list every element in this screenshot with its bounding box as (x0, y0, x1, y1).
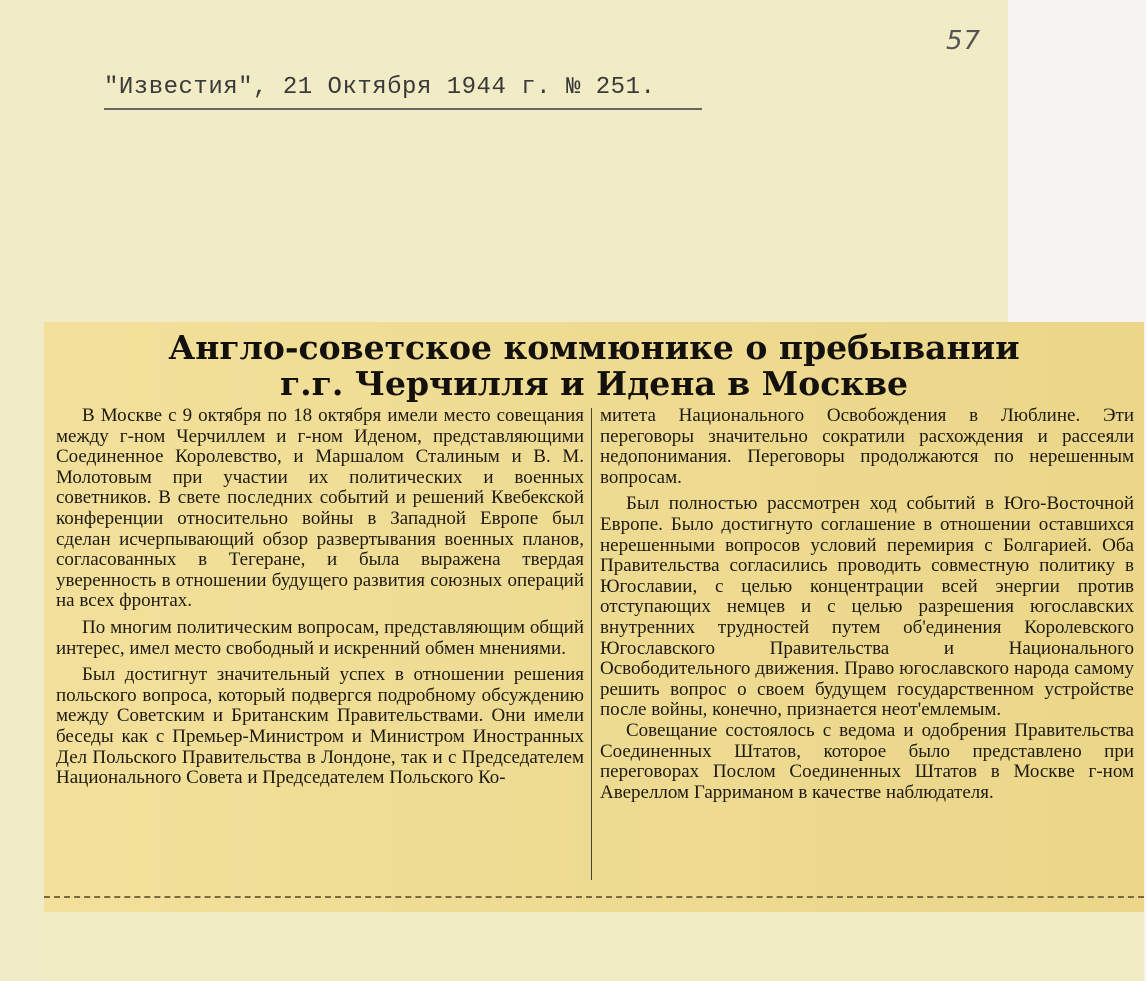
page-number: 57 (946, 26, 982, 56)
article-headline (84, 330, 1104, 402)
newspaper-clipping (44, 322, 1144, 912)
headline-line-1: Англо-советское коммюнике о пребывании (168, 328, 1020, 367)
paragraph: В Москве с 9 октября по 18 октября имели место совещания между г-ном Черчиллем и г-ном Иденом, представляющими Соединенное Королевство, и Маршалом Сталиным и В. М. Молотовым при участии их политических и военных советников. В свете последних событий и решений Квебекской конференции относительно войны в Западной Европе был сделан исчерпывающий обзор развертывания военных планов, согласованных в Тегеране, и была выражена твердая уверенность в отношении будущего развития союзных операций на всех фронтах. (56, 405, 584, 612)
paragraph: Был достигнут значительный успех в отношении решения польского вопроса, который подвергся подробному обсуждению между Советским и Британским Правительствами. Они имели беседы как с Премьер-Министром и Министром Иностранных Дел Польского Правительства в Лондоне, так и с Председателем Национального Совета и Председателем Польского Ко- (56, 664, 584, 789)
paragraph: Был полностью рассмотрен ход событий в Юго-Восточной Европе. Было достигнуто соглашение в отношении оставшихся нерешенными вопросов условий перемирия с Болгарией. Оба Правительства согласились проводить совместную политику в Югославии, с целью концентрации всей энергии против отступающих немцев и с целью разрешения югославских внутренних трудностей путем об'единения Королевского Югославского Правительства и Национального Освободительного движения. Право югославского народа самому решить вопрос о своем будущем государственном устройстве после войны, конечно, признается неот'емлемым. (600, 493, 1134, 721)
clipping-torn-edge (44, 896, 1144, 898)
left-column (56, 406, 584, 789)
header-underline (104, 108, 702, 110)
paragraph: митета Национального Освобождения в Люблине. Эти переговоры значительно сократили расхождения и рассеяли недопонимания. Переговоры продолжаются по нерешенным вопросам. (600, 405, 1134, 488)
typed-source-header: "Известия", 21 Октября 1944 г. № 251. (104, 74, 656, 101)
right-column (600, 406, 1134, 803)
paragraph: По многим политическим вопросам, представляющим общий интерес, имел место свободный и искренний обмен мнениями. (56, 616, 584, 659)
column-divider (591, 408, 592, 880)
headline-line-2: г.г. Черчилля и Идена в Москве (279, 364, 909, 403)
paragraph: Совещание состоялось с ведома и одобрения Правительства Соединенных Штатов, которое было представлено при переговорах Послом Соединенных Штатов в Москве г-ном Авереллом Гарриманом в качестве наблюдателя. (600, 719, 1134, 803)
sheet-lower-area (44, 912, 1144, 981)
